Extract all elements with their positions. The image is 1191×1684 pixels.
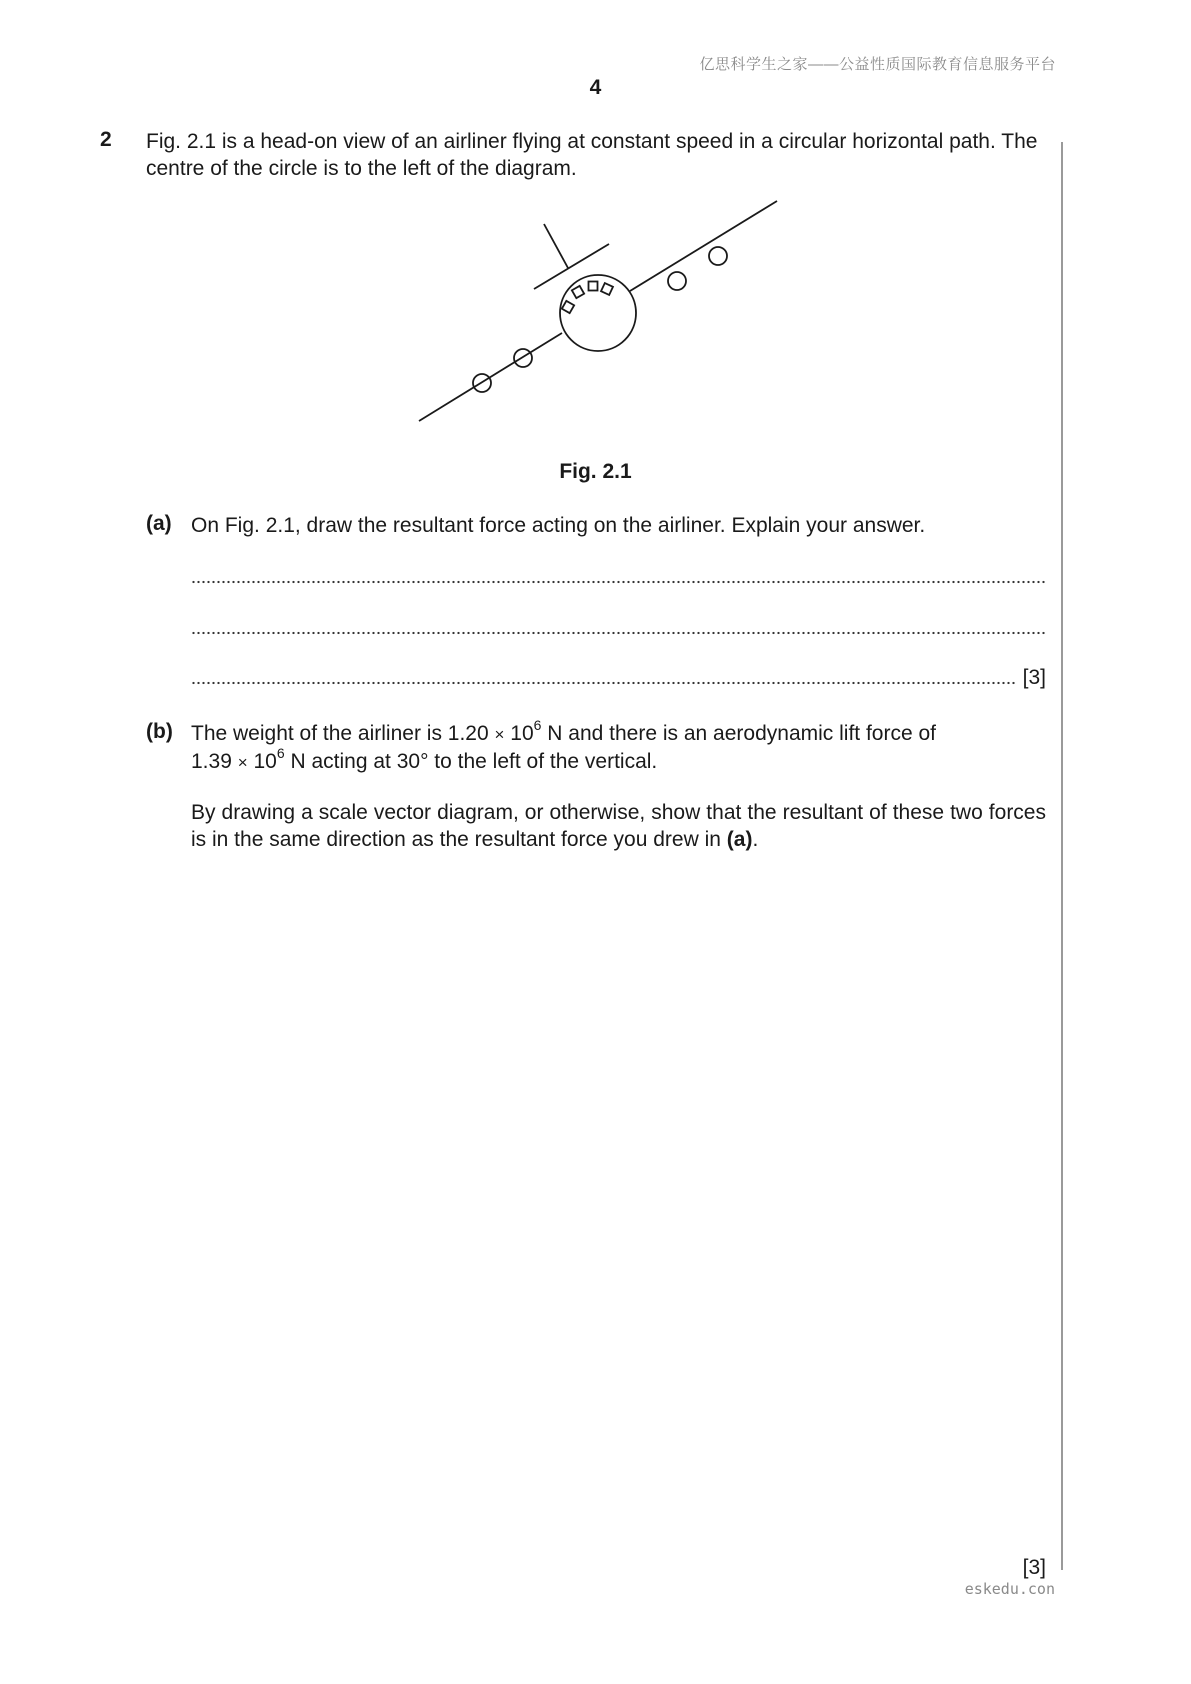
weight-prefix: The weight of the airliner is 1.20 (191, 722, 489, 745)
times-sign: × (494, 725, 505, 744)
power-base: 10 (253, 750, 277, 773)
weight-suffix: N and there is an aerodynamic lift force of (547, 722, 936, 745)
part-a-label: (a) (146, 512, 172, 535)
part-a-text: On Fig. 2.1, draw the resultant force acting on the airliner. Explain your answer. (191, 514, 926, 537)
right-wing (630, 201, 777, 291)
margin-line (1061, 142, 1063, 1570)
header-watermark: 亿思科学生之家——公益性质国际教育信息服务平台 (699, 56, 1056, 73)
part-b-marks: [3] (1022, 1556, 1046, 1579)
airliner-figure (400, 200, 800, 440)
tail-fin (544, 224, 568, 268)
question-intro: Fig. 2.1 is a head-on view of an airliner flying at constant speed in a circular horizontal path. The centre of the circle is to the left of the diagram. (146, 130, 1038, 180)
instruction-ref: (a) (726, 828, 753, 851)
power-exponent: 6 (533, 717, 542, 733)
times-sign: × (237, 753, 248, 772)
question-number: 2 (100, 128, 112, 151)
power-base: 10 (510, 722, 534, 745)
instruction-end: . (752, 828, 759, 851)
engine (709, 247, 727, 265)
answer-line[interactable] (191, 564, 1046, 590)
page-number: 4 (589, 76, 602, 99)
part-a-marks: [3] (1022, 666, 1046, 689)
figure-caption: Fig. 2.1 (559, 460, 632, 483)
part-b-instruction (191, 799, 1046, 853)
dotted-line (191, 580, 1046, 584)
lift-value: 1.39 (191, 750, 232, 773)
power-exponent: 6 (276, 745, 285, 761)
dotted-line (191, 631, 1046, 635)
lift-suffix: N acting at 30° to the left of the vertical. (290, 750, 658, 773)
instruction-main: By drawing a scale vector diagram, or otherwise, show that the resultant of these two forces is in the same direction as the resultant force you drew in (191, 801, 1046, 851)
part-b-weight-text (191, 717, 1046, 776)
dotted-line (191, 681, 1015, 685)
footer-watermark: eskedu.con (964, 1580, 1055, 1598)
part-b-label: (b) (146, 720, 173, 743)
answer-line[interactable] (191, 615, 1046, 641)
answer-line[interactable] (191, 665, 1046, 691)
engine (668, 272, 686, 290)
left-wing (419, 333, 562, 421)
